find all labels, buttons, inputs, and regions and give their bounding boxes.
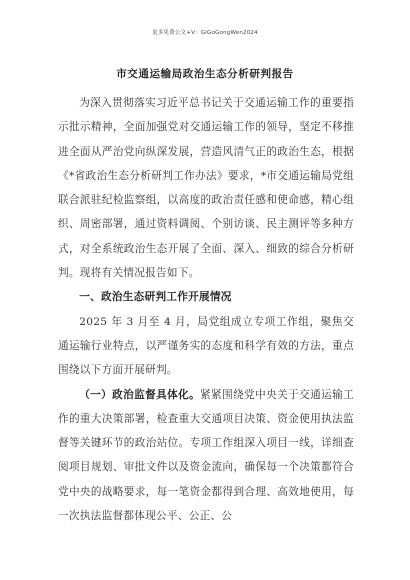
- subsection-text: 紧紧围绕党中央关于交通运输工作的重大决策部署，检查重大交通项目决策、资金使用执法监督等关键环节的政治站位。专项工作组深入项目一线，详细查阅项目规划、审批文件以及资金流向，确保每一个决策都符合党中央的战略要求，每一笔资金都得到合理、高效地使用，每一次执法监督都体现公平、公正、公: [58, 388, 354, 523]
- subsection-heading: （一）政治监督具体化。: [79, 388, 201, 401]
- watermark-text: 更多免费公文+V：GiGoGongWen2024: [152, 30, 258, 36]
- intro-paragraph: 为深入贯彻落实习近平总书记关于交通运输工作的重要指示批示精神，全面加强党对交通运输工作的领导，坚定不移推进全面从严治党向纵深发展，营造风清气正的政治生态，根据《*省政治生态分析研判工作办法》要求，*市交通运输局党组联合派驻纪检监察组，以高度的政治责任感和使命感，精心组织、周密部署，通过资料调阅、个别访谈、民主测评等多种方式，对全系统政治生态开展了全面、深入、细致的综合分析研判。现将有关情况报告如下。: [58, 97, 354, 280]
- section-paragraph: 2025 年 3 月至 4 月，局党组成立专项工作组，聚焦交通运输行业特点，以严谨务实的态度和科学有效的方法，重点围绕以下方面开展研判。: [58, 315, 354, 377]
- section-heading: 一、政治生态研判工作开展情况: [79, 291, 232, 304]
- document-title: 市交通运输局政治生态分析研判报告: [116, 68, 294, 80]
- subsection-paragraph: [58, 383, 354, 529]
- document-body: [58, 91, 354, 528]
